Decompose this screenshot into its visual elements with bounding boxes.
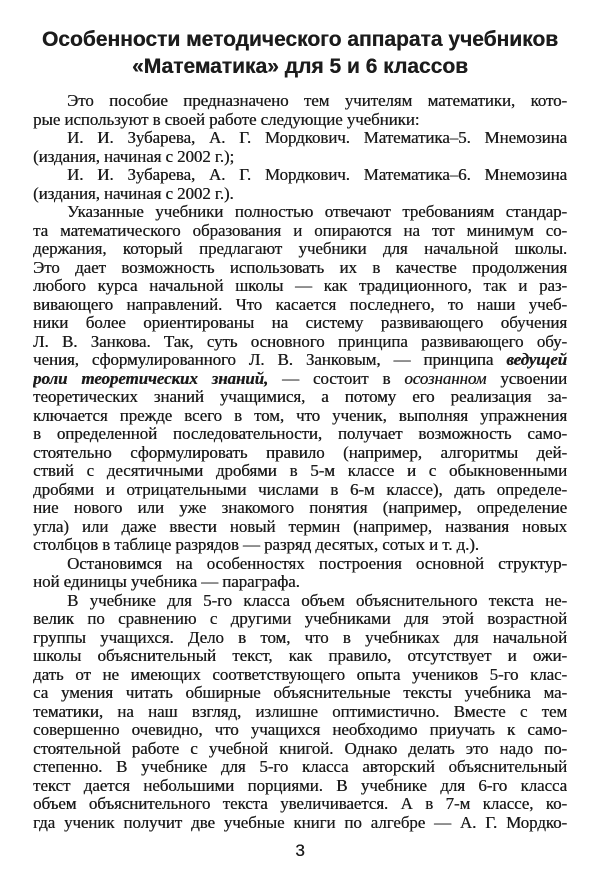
paragraph (33, 129, 567, 166)
text-segment: (издания, начиная с 2002 г.); (33, 147, 235, 166)
text-line (33, 333, 567, 352)
paragraph (33, 592, 567, 833)
text-line (33, 296, 567, 315)
text-segment: В учебнике для 5-го класса объем объяснительного текста не- (67, 591, 567, 610)
text-line (33, 795, 567, 814)
text-line (33, 388, 567, 407)
text-line (33, 758, 567, 777)
text-segment: роли теоретических знаний, (33, 369, 269, 388)
text-segment: ведущей (506, 351, 567, 369)
text-line (33, 573, 567, 592)
text-line (33, 314, 567, 333)
text-line (33, 499, 567, 518)
page-title-line-1: Особенности методического аппарата учебников (41, 28, 559, 51)
text-segment: ключается прежде всего в том, что ученик, выполняя упражнения (33, 406, 567, 425)
text-line (33, 721, 567, 740)
text-line (33, 462, 567, 481)
text-segment: объем объяснительного текста увеличивается. А в 7-м классе, ко- (33, 795, 567, 813)
text-line (33, 814, 567, 833)
text-line (33, 536, 567, 555)
text-segment: Это дает возможность использовать их в качестве продолжения (33, 258, 567, 277)
text-segment: И. И. Зубарева, А. Г. Мордкович. Математика–5. Мнемозина (67, 129, 567, 147)
text-segment: совершенно очевидно, что учащихся необходимо приучать к само- (33, 721, 567, 739)
text-segment: (издания, начиная с 2002 г.). (33, 184, 234, 203)
text-line (33, 555, 567, 574)
text-line (33, 592, 567, 611)
text-line (33, 740, 567, 759)
text-segment: осознанном (404, 369, 487, 388)
text-line (33, 203, 567, 222)
text-segment: группы учащихся. Дело в том, что в учебниках для начальной (33, 628, 567, 647)
text-segment: стоятельной работе с учебной книгой. Однако делать это надо по- (33, 739, 567, 758)
text-line (33, 647, 567, 666)
text-segment: И. И. Зубарева, А. Г. Мордкович. Математика–6. Мнемозина (67, 166, 567, 184)
page-number: 3 (295, 841, 305, 860)
text-line (33, 148, 567, 167)
text-segment: ники более ориентированы на систему развивающего обучения (33, 314, 567, 332)
text-segment: в определенной последовательности, получает возможность само- (33, 425, 567, 443)
text-segment: вивающего направлений. Что касается последнего, то наши учеб- (33, 295, 567, 314)
text-line (33, 111, 567, 130)
text-line (33, 259, 567, 278)
text-line (33, 351, 567, 370)
text-line (33, 370, 567, 389)
text-segment: дать от не имеющих соответствующего опыта учеников 5-го клас- (33, 665, 567, 684)
paragraph (33, 166, 567, 203)
text-segment: — состоит в (268, 369, 405, 388)
page-title-line-2: «Математика» для 5 и 6 классов (131, 55, 469, 78)
text-segment: Указанные учебники полностью отвечают требованиям стандар- (67, 203, 567, 221)
text-segment: Это пособие предназначено тем учителям математики, кото- (67, 92, 567, 110)
text-line (33, 185, 567, 204)
text-segment: степенно. В учебнике для 5-го класса авторский объяснительный (33, 758, 567, 776)
text-segment: ствий с десятичными дробями в 5-м классе и с обыкновенными (33, 462, 567, 480)
text-segment: школы объяснительный текст, как правило, отсутствует и ожи- (33, 647, 567, 665)
text-segment: са умения читать обширные объяснительные тексты учебника ма- (33, 684, 567, 702)
text-segment: ние нового или уже знакомого понятия (например, определение (33, 499, 567, 517)
text-line (33, 222, 567, 241)
text-line (33, 166, 567, 185)
text-segment: Остановимся на особенностях построения основной структур- (67, 554, 567, 573)
text-line (33, 518, 567, 537)
text-line (33, 444, 567, 463)
paragraph (33, 555, 567, 592)
text-segment: гда ученик получит две учебные книги по алгебре — А. Г. Мордко- (33, 813, 567, 832)
text-line (33, 425, 567, 444)
paragraph (33, 92, 567, 129)
text-line (33, 610, 567, 629)
text-line (33, 684, 567, 703)
text-line (33, 777, 567, 796)
text-segment: держания, который предлагают учебники для начальной школы. (33, 240, 567, 258)
paragraph (33, 203, 567, 555)
text-segment: дробями и отрицательными числами в 6-м классе), дать определе- (33, 480, 567, 499)
text-segment: велик по сравнению с другими учебниками для этой возрастной (33, 610, 567, 628)
text-segment: любого курса начальной школы — как традиционного, так и раз- (33, 277, 567, 295)
text-line (33, 407, 567, 426)
text-segment: теоретических знаний учащимися, а потому его реализация за- (33, 388, 567, 406)
text-line (33, 666, 567, 685)
text-segment: угла) или даже ввести новый термин (например, названия новых (33, 517, 567, 536)
text-segment: стоятельно сформулировать правило (например, алгоритмы дей- (33, 443, 567, 462)
text-segment: та математического образования и опираются на тот минимум со- (33, 221, 567, 240)
text-line (33, 277, 567, 296)
text-line (33, 129, 567, 148)
text-segment: столбцов в таблице разрядов — разряд десятых, сотых и т. д.). (33, 536, 479, 554)
text-line (33, 629, 567, 648)
text-segment: текст дается небольшими порциями. В учебнике для 6-го класса (33, 776, 567, 795)
text-segment: тематики, на наш взгляд, излишне оптимистично. Вместе с тем (33, 702, 567, 721)
text-line (33, 240, 567, 259)
text-segment: усвоении (486, 369, 567, 388)
text-line (33, 481, 567, 500)
text-segment: рые используют в своей работе следующие учебники: (33, 110, 420, 129)
text-segment: чения, сформулированного Л. В. Занковым, — принципа (33, 351, 507, 369)
page-title (0, 0, 600, 80)
text-line (33, 92, 567, 111)
text-line (33, 703, 567, 722)
text-segment: ной единицы учебника — параграфа. (33, 573, 300, 591)
text-segment: Л. В. Занкова. Так, суть основного принципа развивающего обу- (33, 332, 567, 351)
text-body (33, 92, 567, 832)
